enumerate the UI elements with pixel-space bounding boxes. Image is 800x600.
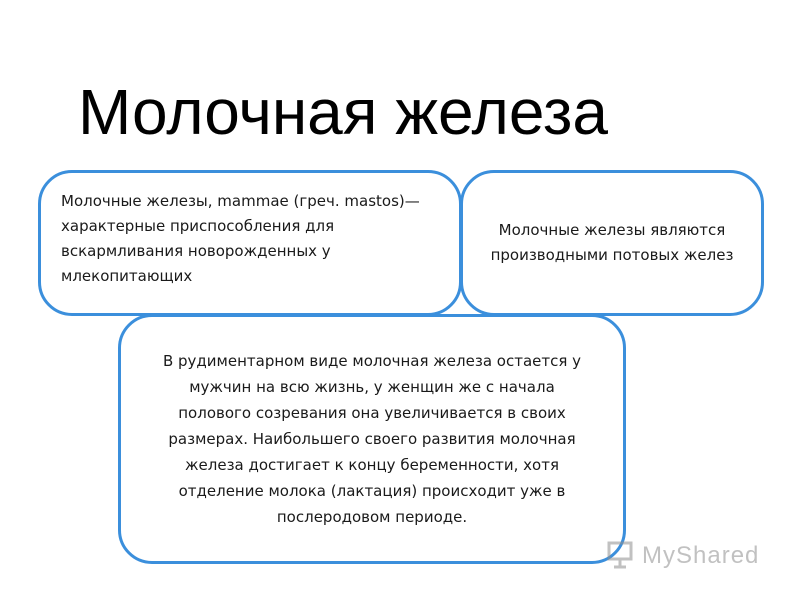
origin-box [460, 170, 764, 316]
origin-text: Молочные железы являются производными потовых желез [490, 221, 734, 264]
definition-text: Молочные железы, mammae (греч. mastos)— характерные приспособления для вскармливания новорожденных у млекопитающих [61, 192, 420, 285]
development-text: В рудиментарном виде молочная железа остается у мужчин на всю жизнь, у женщин же с начала полового созревания она увеличивается в своих размерах. Наибольшего своего развития молочная железа достигает к концу беременности, хотя отделение молока (лактация) происходит уже в послеродовом периоде. [162, 352, 582, 526]
watermark-logo [606, 536, 776, 576]
slide-title: Молочная железа [78, 76, 608, 148]
watermark-text: MyShared [642, 542, 760, 569]
definition-box [38, 170, 462, 316]
development-box [118, 314, 626, 564]
presentation-board-icon [606, 539, 636, 574]
